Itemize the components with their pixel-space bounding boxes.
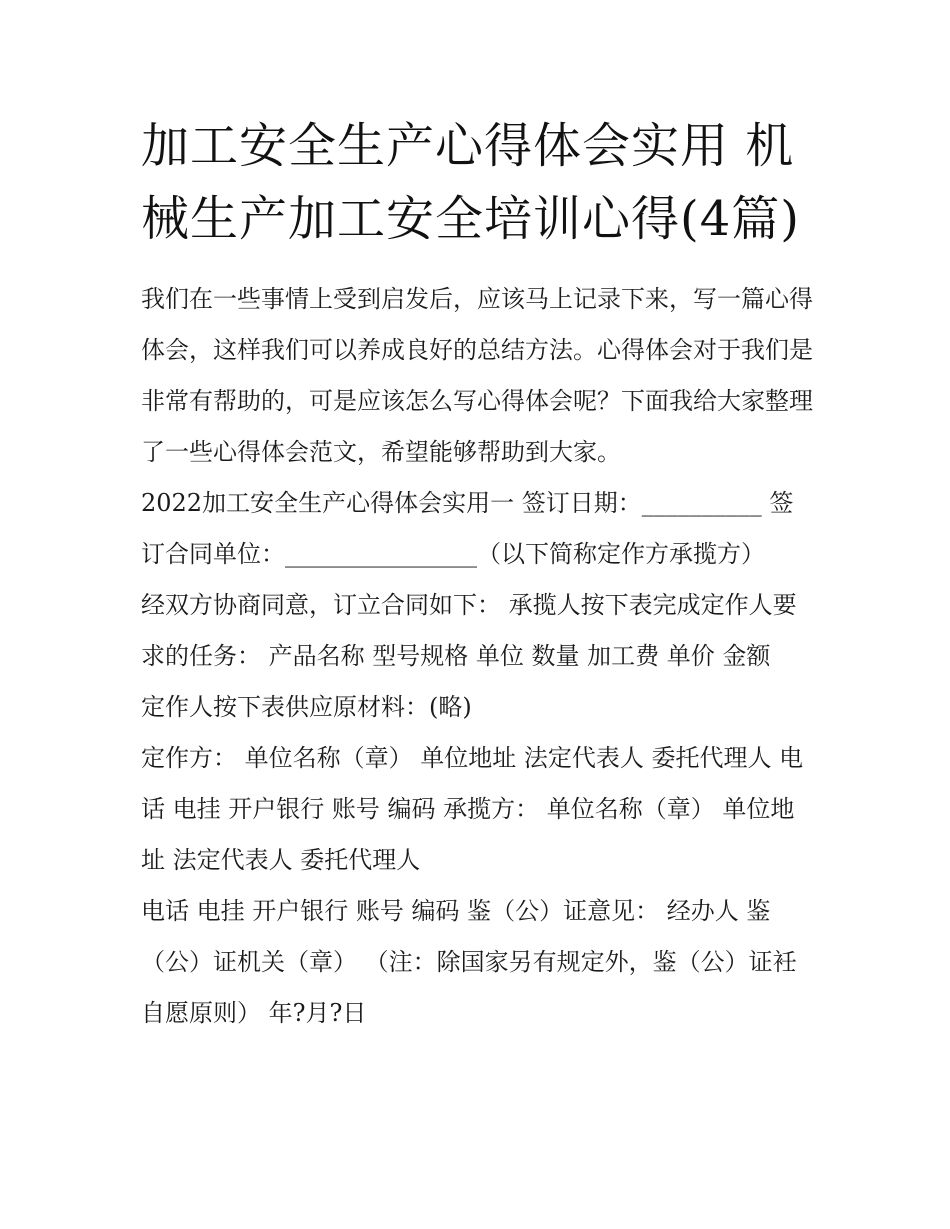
document-title: 加工安全生产心得体会实用 机械生产加工安全培训心得(4篇) [141,118,800,247]
contract-terms-paragraph: 经双方协商同意，订立合同如下： 承揽人按下表完成定作人要求的任务： 产品名称 型号规格 单位 数量 加工费 单价 金额 [141,591,797,670]
notarization-paragraph: 电话 电挂 开户银行 账号 编码 鉴（公）证意见： 经办人 鉴（公）证机关（章） （注：除国家另有规定外，鉴（公）证衽自愿原则） 年?月?日 [141,897,797,1027]
materials-paragraph: 定作人按下表供应原材料：(略) [141,693,472,721]
contract-header-paragraph: 2022加工安全生产心得体会实用一 签订日期：__________ 签订合同单位：________________（以下简称定作方承揽方） [141,489,794,568]
intro-paragraph: 我们在一些事情上受到启发后，应该马上记录下来，写一篇心得体会，这样我们可以养成良好的总结方法。心得体会对于我们是非常有帮助的，可是应该怎么写心得体会呢？下面我给大家整理了一些心得体会范文，希望能够帮助到大家。 [141,285,813,466]
parties-paragraph: 定作方： 单位名称（章） 单位地址 法定代表人 委托代理人 电话 电挂 开户银行 账号 编码 承揽方： 单位名称（章） 单位地址 法定代表人 委托代理人 [141,744,804,874]
document-body [141,110,813,1039]
